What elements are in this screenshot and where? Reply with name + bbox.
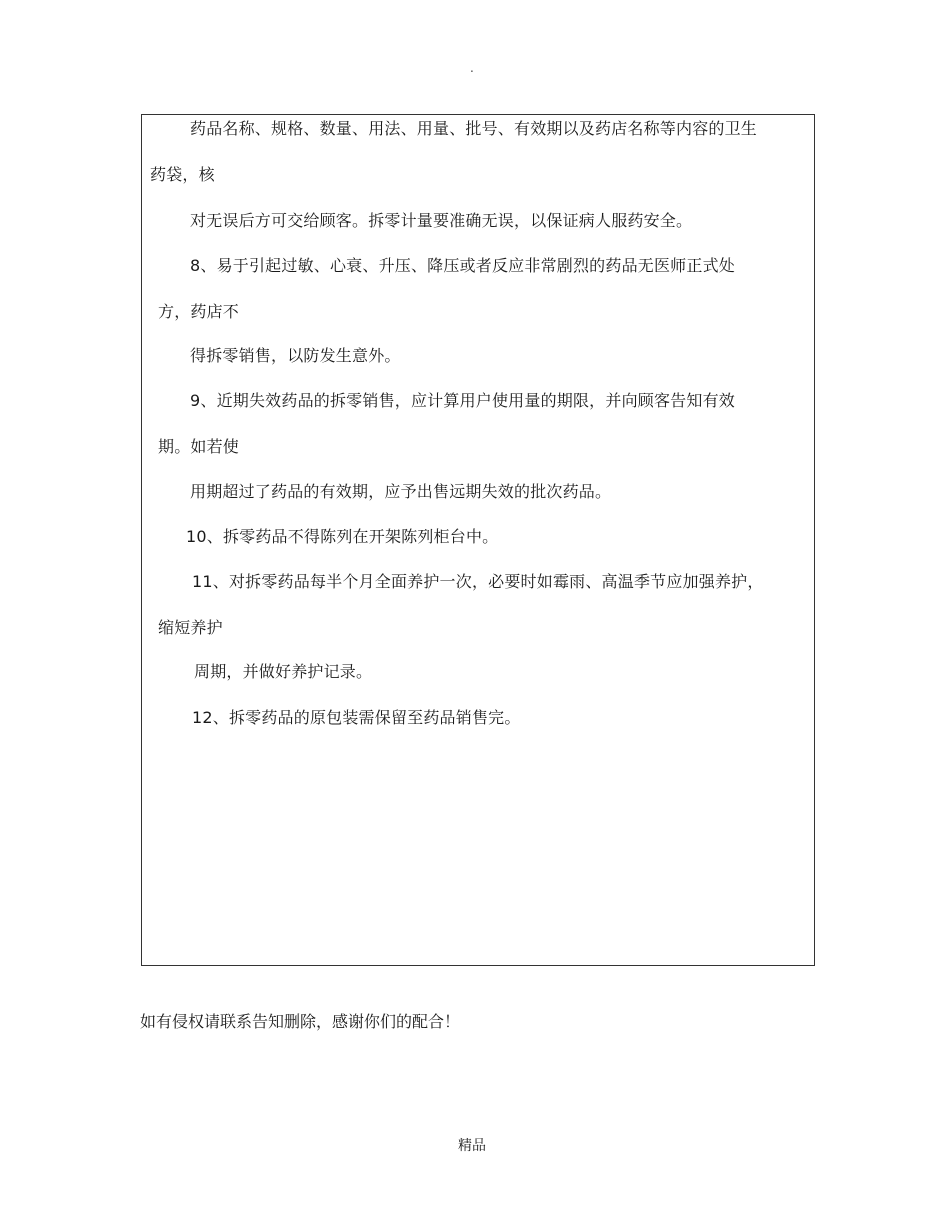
document-line-9: 用期超过了药品的有效期，应予出售远期失效的批次药品。 bbox=[190, 482, 612, 501]
document-line-13: 周期，并做好养护记录。 bbox=[194, 662, 373, 681]
document-line-1: 药品名称、规格、数量、用法、用量、批号、有效期以及药店名称等内容的卫生 bbox=[190, 119, 758, 138]
document-content-box bbox=[141, 114, 815, 966]
document-line-10: 10、拆零药品不得陈列在开架陈列柜台中。 bbox=[186, 527, 499, 546]
document-line-5: 方，药店不 bbox=[158, 302, 240, 321]
document-line-8: 期。如若使 bbox=[158, 437, 240, 456]
document-line-2: 药袋，核 bbox=[150, 165, 215, 184]
footer-label: 精品 bbox=[458, 1138, 486, 1154]
document-line-11: 11、对拆零药品每半个月全面养护一次，必要时如霉雨、高温季节应加强养护， bbox=[192, 572, 764, 591]
copyright-notice: 如有侵权请联系告知删除，感谢你们的配合！ bbox=[140, 1012, 461, 1031]
document-line-3: 对无误后方可交给顾客。拆零计量要准确无误，以保证病人服药安全。 bbox=[190, 211, 693, 230]
document-line-7: 9、近期失效药品的拆零销售，应计算用户使用量的期限，并向顾客告知有效 bbox=[190, 391, 735, 410]
document-line-6: 得拆零销售，以防发生意外。 bbox=[190, 346, 401, 365]
header-mark: . bbox=[470, 61, 474, 75]
document-line-14: 12、拆零药品的原包装需保留至药品销售完。 bbox=[192, 708, 521, 727]
document-line-4: 8、易于引起过敏、心衰、升压、降压或者反应非常剧烈的药品无医师正式处 bbox=[190, 256, 735, 275]
document-line-12: 缩短养护 bbox=[158, 618, 223, 637]
